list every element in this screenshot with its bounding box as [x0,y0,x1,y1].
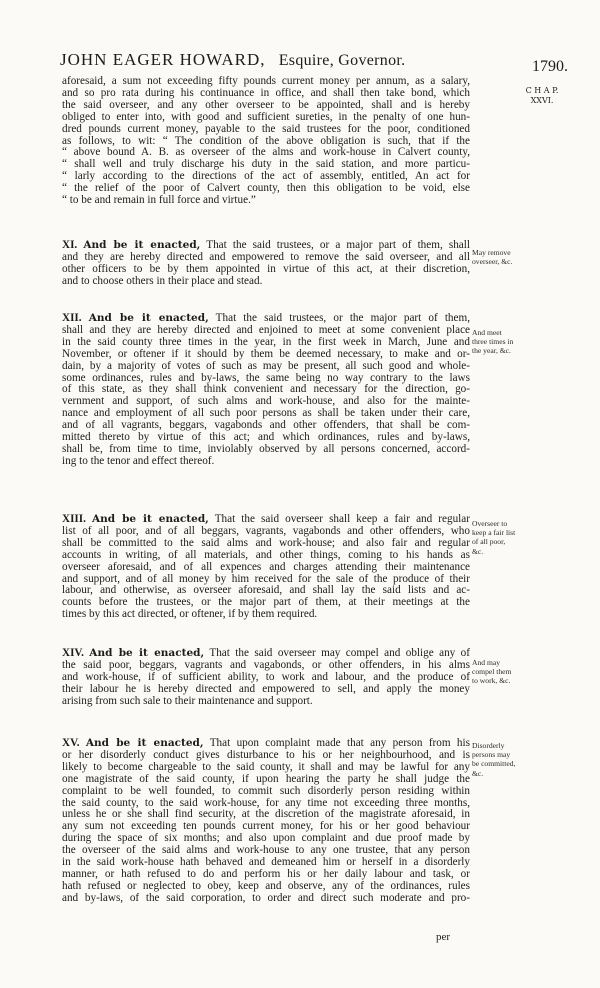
text-line: the overseer of the said alms and work-house to any one trustee, that any person [62,845,470,857]
margin-note-xiii [472,519,536,556]
section-number: XI. [62,240,78,251]
section-opening: That the said trustees, or the major part of them, [215,313,470,324]
text-line: or her disorderly conduct gives disturbance to his or her neighbourhood, and is [62,749,470,761]
text-line: during the space of six months; and also upon complaint and due proof made by [62,833,470,845]
text-line: hath refused or neglected to obey, keep and observe, any of the ordinances, rules [62,880,470,892]
text-line: obliged to enter into, with good and sufficient sureties, in the penalty of one hun- [62,111,470,123]
governor-title: Esquire, Governor. [278,52,406,69]
section-number: XV. [62,738,80,749]
text-line: “ the relief of the poor of Calvert county, then this obligation to be void, else [62,183,470,195]
text-line: arising from such sale to their maintenance and support. [62,695,313,707]
text-line: shall be, from time to time, inviolably observed by all persons concerned, accord- [62,443,470,455]
margin-note-xi [472,248,536,266]
text-line: counts before the trustees, or the major part of them, at their meetings at the [62,597,470,609]
text-line: shall be committed to the said alms and work-house; and also fair and regular [62,537,470,549]
section-opening: That the said overseer may compel and oblige any of [209,648,470,659]
text-line: “ larly according to the directions of the act of assembly, entitled, An act for [62,171,470,183]
text-line: November, or oftener if it should by them be deemed necessary, to make and or- [62,348,470,360]
enacting-clause: And be it enacted, [92,514,209,525]
margin-note-line: be committed, [472,759,516,769]
margin-note-line: And may [472,658,501,667]
text-line: mitted thereto by virtue of this act; and which ordinances, rules and by-laws, [62,432,470,444]
margin-note-line: three times in [472,337,514,347]
chapter-heading: C H A P. [525,86,559,95]
text-line: other officers to be by them appointed in virtue of this act, at their discretion, [62,263,470,275]
text-line: likely to become chargeable to the said county, it shall and may be lawful for any [62,761,470,773]
margin-note-xiv [472,658,536,686]
text-line: manner, or hath refused to do and perform his or her daily labour and task, or [62,868,470,880]
text-line: ing to the tenor and effect thereof. [62,455,215,467]
section-first-line [62,313,470,325]
enacting-clause: And be it enacted, [89,648,205,659]
margin-note-xv [472,741,536,778]
section-number: XIV. [62,648,84,659]
text-line: some ordinances, rules and by-laws, the same being no way contrary to the laws [62,372,470,384]
margin-note-line: of all poor, [472,537,506,547]
chapter-label [520,86,564,106]
margin-note-xii [472,328,536,356]
section-xi [62,240,470,288]
margin-note-line: the year, &c. [472,346,511,356]
text-line: in the said work-house hath behaved and demeaned him or herself in a disorderly [62,857,470,869]
text-line: and work-house, if of sufficient ability, to work and labour, and the produce of [62,671,470,683]
catchword: per [436,931,451,943]
text-line: accounts in writing, of all materials, and other things, coming to his hands as [62,549,470,561]
text-line: labour, and otherwise, as overseer aforesaid, and shall lay the said lists and ac- [62,585,470,597]
margin-note-line: persons may [472,750,511,760]
section-xv [62,738,470,905]
text-line: as follows, to wit: “ The condition of the above obligation is such, that if the [62,135,470,147]
text-line: and of all vagrants, beggars, vagabonds and other offenders, that shall be com- [62,420,470,432]
text-line: overseer aforesaid, and of all expences and charges attending their maintenance [62,561,470,573]
text-line: unless he or she shall find security, at the discretion of the magistrate aforesaid, in [62,809,470,821]
section-xiv [62,648,470,708]
section-first-line [62,514,470,526]
margin-note-line: to work, &c. [472,676,511,686]
text-line: complaint to be well founded, to commit such disorderly person residing within [62,785,470,797]
margin-note-line: overseer, &c. [472,257,513,267]
margin-note-line: keep a fair list [472,528,516,538]
enacting-clause: And be it enacted, [88,313,209,324]
text-line: the said county, to the said work-house, for any time not exceeding three months, [62,797,470,809]
text-line: their labour he is hereby directed and empowered to sell, and apply the money [62,683,470,695]
section-number: XII. [62,313,82,324]
text-line: shall and they are hereby directed and enjoined to meet at some convenient place [62,324,470,336]
text-line: nance and employment of all such poor persons as shall be taken under their care, [62,408,470,420]
margin-note-line: compel them [472,667,512,677]
governor-name: JOHN EAGER HOWARD, [60,50,266,69]
enacting-clause: And be it enacted, [83,240,201,251]
text-line: and support, and of all money by him received for the sale of the produce of their [62,573,470,585]
text-line: and so pro rata during his continuance in office, and shall then take bond, which [62,87,470,99]
margin-note-line: Overseer to [472,519,508,528]
text-line: “ above bound A. B. as overseer of the alms and work-house in Calvert county, [62,147,470,159]
margin-note-line: &c. [472,768,484,778]
text-line: in the said county three times in the year, in the first week in March, June and [62,336,470,348]
section-opening: That upon complaint made that any person from his [209,738,470,749]
text-line: dain, by a majority of votes of such as may be present, all such good and whole- [62,360,470,372]
section-xii [62,313,470,468]
enacting-clause: And be it enacted, [85,738,204,749]
text-line: vernment and support, of such alms and work-house, and also for the mainte- [62,396,470,408]
text-line: “ shall well and truly discharge his duty in the said station, and more particu- [62,159,470,171]
margin-note-line: Disorderly [472,741,505,750]
text-line: one magistrate of the said county, if upon hearing the party he shall judge the [62,773,470,785]
section-first-line [62,648,470,660]
section-opening: That the said overseer shall keep a fair and regular [214,514,470,525]
text-line: dred pounds current money, payable to the said trustees for the poor, conditioned [62,123,470,135]
text-line: of this state, as they shall think convenient and necessary for the direction, go- [62,384,470,396]
text-line: the said poor, beggars, vagrants and vagabonds, or other offenders, in his alms [62,659,470,671]
text-line: any sum not exceeding ten pounds current money, for his or her good behaviour [62,821,470,833]
text-line: the said overseer, and any other overseer to be appointed, shall and is hereby [62,99,470,111]
section-first-line [62,240,470,252]
text-line: aforesaid, a sum not exceeding fifty pounds current money per annum, as a salary, [62,76,470,87]
text-line: and by-laws, of the said corporation, to order and direct such moderate and pro- [62,892,470,904]
margin-note-line: &c. [472,546,484,556]
section-number: XIII. [62,514,86,525]
running-header [60,50,540,70]
section-opening: That the said trustees, or a major part of them, shall [206,240,470,251]
intro-paragraph [62,76,470,207]
text-line: and they are hereby directed and empowered to remove the said overseer, and all [62,251,470,263]
page-year: 1790. [532,58,568,75]
margin-note-line: May remove [472,248,511,257]
text-line: list of all poor, and of all beggars, vagrants, vagabonds and other offenders, who [62,525,470,537]
section-first-line [62,738,470,750]
chapter-number: XXVI. [530,96,554,105]
section-xiii [62,514,470,621]
text-line: “ to be and remain in full force and virtue.” [62,195,256,207]
text-line: times by this act directed, or oftener, if by them required. [62,609,318,621]
text-line: and to choose others in their place and stead. [62,275,263,287]
margin-note-line: And meet [472,328,502,337]
